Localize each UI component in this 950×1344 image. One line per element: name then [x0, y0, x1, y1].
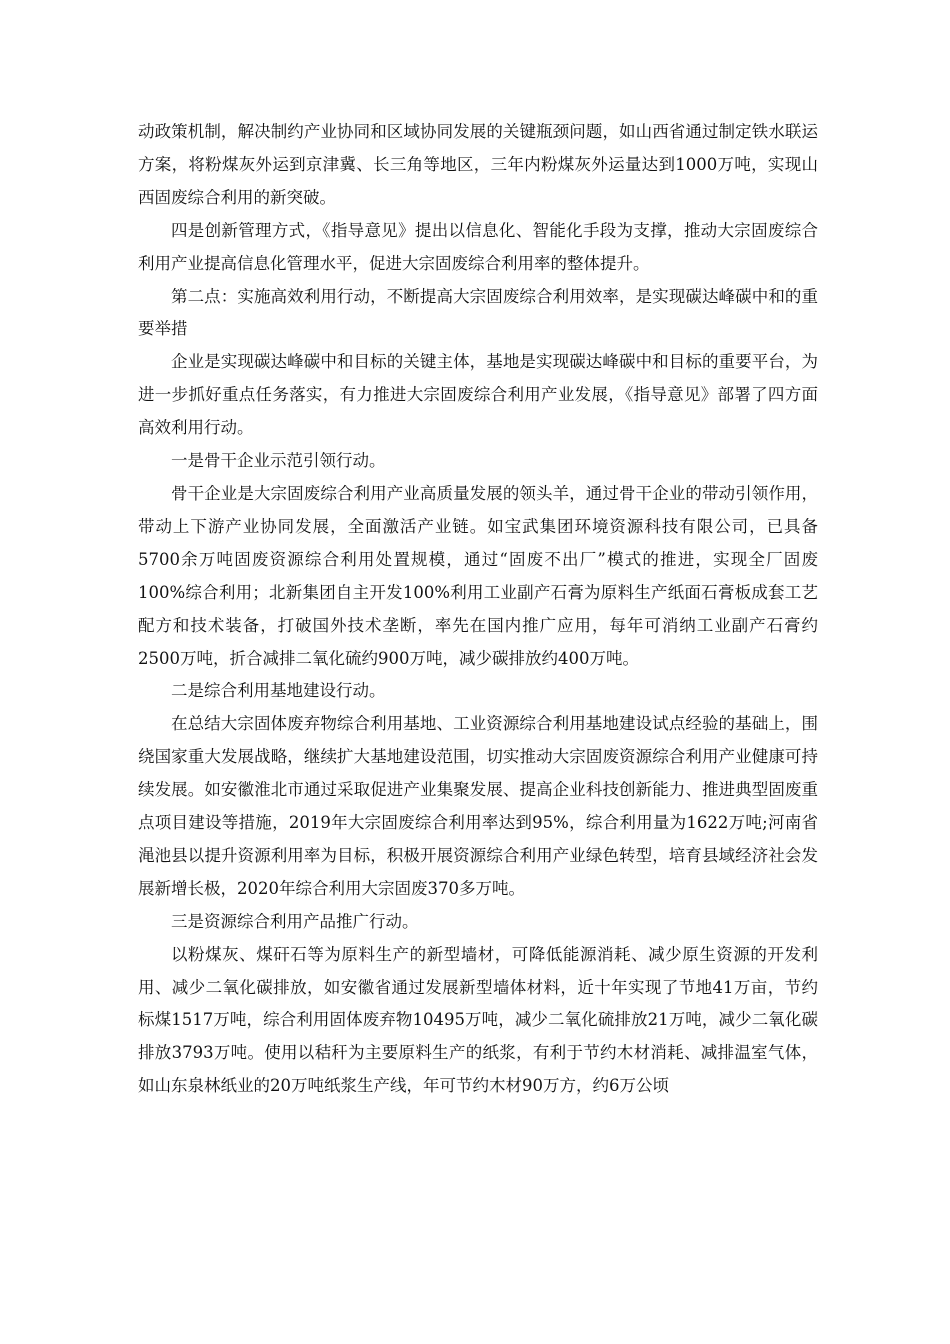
paragraph-8: 在总结大宗固体废弃物综合利用基地、工业资源综合利用基地建设试点经验的基础上，围绕国家重大发展战略，继续扩大基地建设范围，切实推动大宗固废资源综合利用产业健康可持续发展。如安徽淮北市通过采取促进产业集聚发展、提高企业科技创新能力、推进典型固废重点项目建设等措施，2019年大宗固废综合利用率达到95%，综合利用量为1622万吨;河南省渑池县以提升资源利用率为目标，积极开展资源综合利用产业绿色转型，培育县域经济社会发展新增长极，2020年综合利用大宗固废370多万吨。	[138, 714, 818, 898]
section-heading: 第二点：实施高效利用行动，不断提高大宗固废综合利用效率，是实现碳达峰碳中和的重要举措	[138, 286, 818, 339]
subheading-1: 一是骨干企业示范引领行动。	[171, 451, 386, 471]
subheading-2: 二是综合利用基地建设行动。	[171, 681, 386, 701]
paragraph-1: 动政策机制，解决制约产业协同和区域协同发展的关键瓶颈问题，如山西省通过制定铁水联运方案，将粉煤灰外运到京津冀、长三角等地区，三年内粉煤灰外运量达到1000万吨，实现山西固废综合利用的新突破。	[138, 122, 818, 207]
document-body	[138, 116, 818, 1103]
paragraph-2: 四是创新管理方式，《指导意见》提出以信息化、智能化手段为支撑，推动大宗固废综合利用产业提高信息化管理水平，促进大宗固废综合利用率的整体提升。	[138, 220, 818, 273]
subheading-3: 三是资源综合利用产品推广行动。	[171, 911, 419, 931]
paragraph-4: 企业是实现碳达峰碳中和目标的关键主体，基地是实现碳达峰碳中和目标的重要平台，为进一步抓好重点任务落实，有力推进大宗固废综合利用产业发展，《指导意见》部署了四方面高效利用行动。	[138, 352, 818, 438]
paragraph-6: 骨干企业是大宗固废综合利用产业高质量发展的领头羊，通过骨干企业的带动引领作用，带动上下游产业协同发展，全面激活产业链。如宝武集团环境资源科技有限公司，已具备5700余万吨固废资源综合利用处置规模，通过“固废不出厂”模式的推进，实现全厂固废100%综合利用；北新集团自主开发100%利用工业副产石膏为原料生产纸面石膏板成套工艺配方和技术装备，打破国外技术垄断，率先在国内推广应用，每年可消纳工业副产石膏约2500万吨，折合减排二氧化硫约900万吨，减少碳排放约400万吨。	[138, 483, 818, 668]
paragraph-10: 以粉煤灰、煤矸石等为原料生产的新型墙材，可降低能源消耗、减少原生资源的开发利用、减少二氧化碳排放，如安徽省通过发展新型墙体材料，近十年实现了节地41万亩，节约标煤1517万吨，综合利用固体废弃物10495万吨，减少二氧化硫排放21万吨，减少二氧化碳排放3793万吨。使用以秸秆为主要原料生产的纸浆，有利于节约木材消耗、减排温室气体，如山东泉林纸业的20万吨纸浆生产线，年可节约木材90万方，约6万公顷	[138, 944, 818, 1096]
